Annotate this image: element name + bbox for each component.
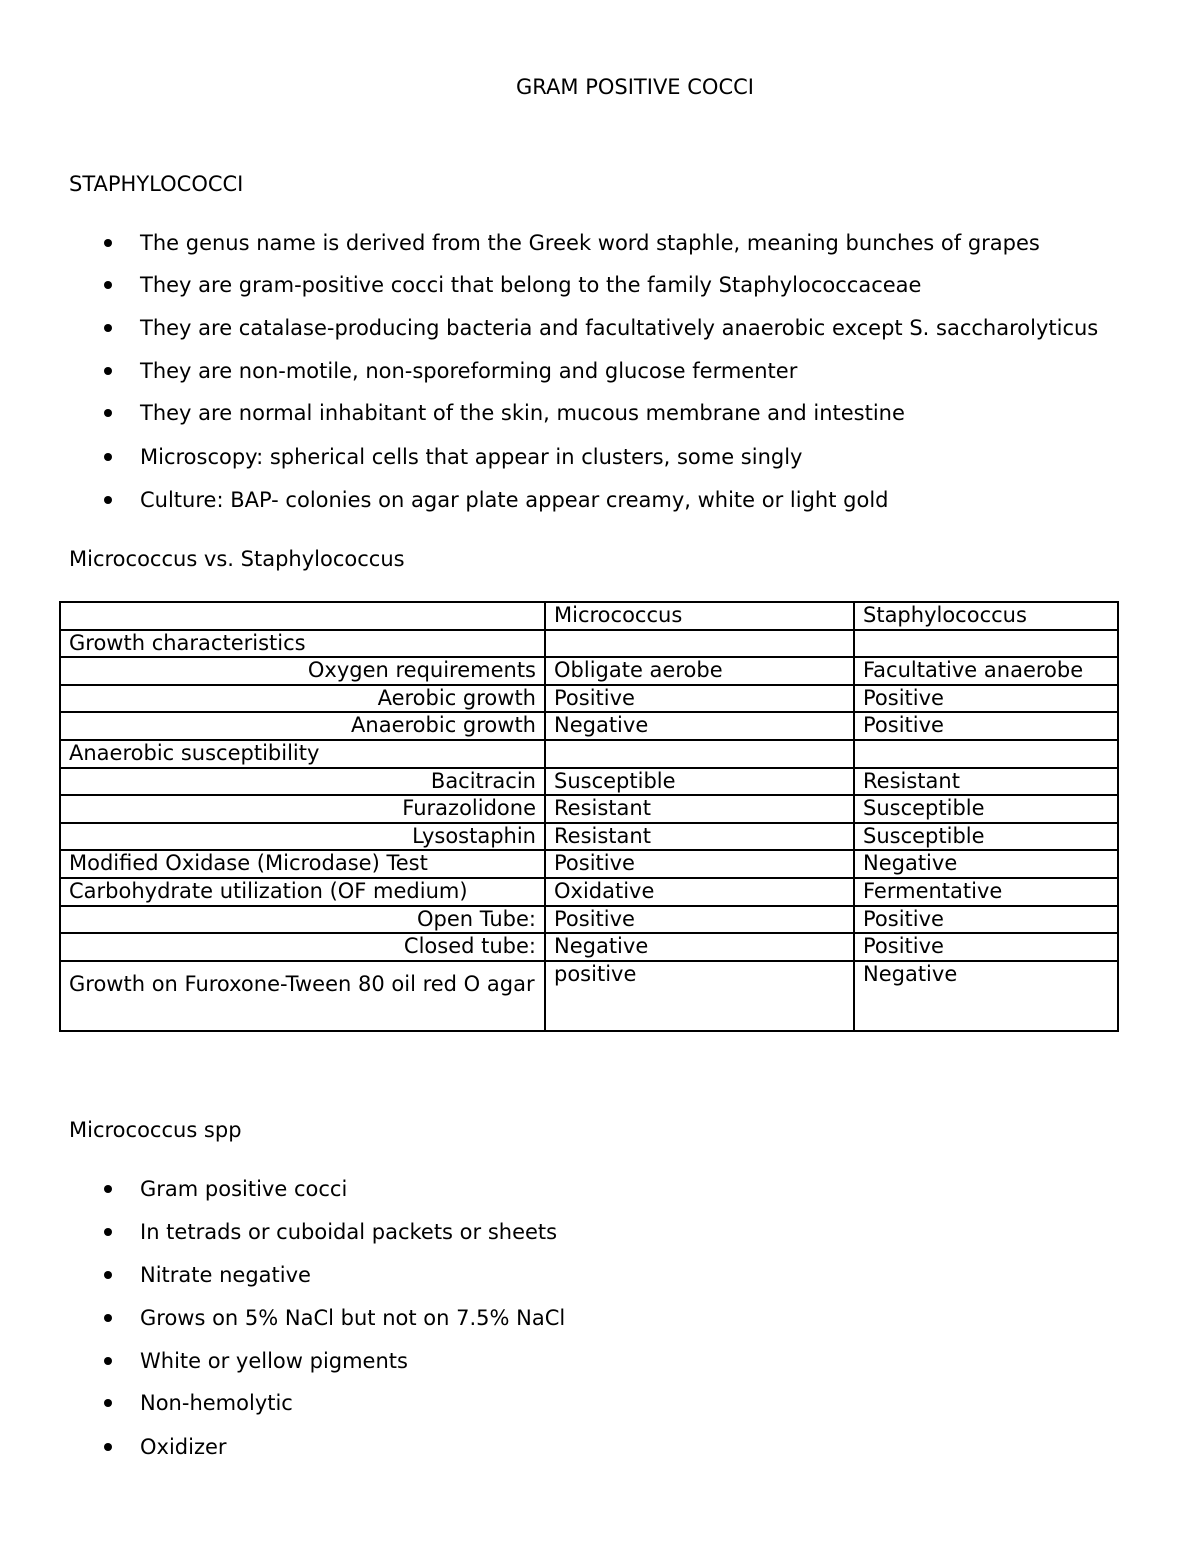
table-row <box>60 823 1118 851</box>
table-cell: Furazolidone <box>60 795 545 823</box>
table-cell: Oxygen requirements <box>60 657 545 685</box>
comparison-table <box>59 601 1119 1032</box>
bullet-icon <box>104 1228 112 1236</box>
table-row <box>60 961 1118 1031</box>
table-cell: Negative <box>854 961 1118 1031</box>
table-cell: Positive <box>854 933 1118 961</box>
table-cell: Resistant <box>854 768 1118 796</box>
table-cell: Oxidative <box>545 878 854 906</box>
bullet-icon <box>104 409 112 417</box>
table-cell: Growth characteristics <box>60 630 545 658</box>
bullet-icon <box>104 453 112 461</box>
table-row <box>60 906 1118 934</box>
table-header-cell: Staphylococcus <box>854 602 1118 630</box>
table-cell: Susceptible <box>854 795 1118 823</box>
table-cell <box>545 740 854 768</box>
table-cell: Anaerobic growth <box>60 712 545 740</box>
bullet-icon <box>104 1185 112 1193</box>
table-row <box>60 657 1118 685</box>
table-cell: Negative <box>854 850 1118 878</box>
bullet-icon <box>104 281 112 289</box>
table-row <box>60 850 1118 878</box>
comparison-heading: Micrococcus vs. Staphylococcus <box>69 547 405 571</box>
table-cell <box>854 740 1118 768</box>
table-cell: Positive <box>854 712 1118 740</box>
table-cell <box>545 630 854 658</box>
table-cell: Negative <box>545 933 854 961</box>
table-row <box>60 630 1118 658</box>
bullet-icon <box>104 239 112 247</box>
bullet-icon <box>104 1399 112 1407</box>
table-row <box>60 795 1118 823</box>
table-cell: Negative <box>545 712 854 740</box>
table-cell: Susceptible <box>545 768 854 796</box>
table-cell: Susceptible <box>854 823 1118 851</box>
table-cell: Resistant <box>545 823 854 851</box>
staphylococci-heading: STAPHYLOCOCCI <box>69 172 244 196</box>
bullet-icon <box>104 496 112 504</box>
bullet-icon <box>104 324 112 332</box>
table-cell: Open Tube: <box>60 906 545 934</box>
table-cell: Positive <box>545 906 854 934</box>
table-cell: Closed tube: <box>60 933 545 961</box>
table-header-row <box>60 602 1118 630</box>
bullet-icon <box>104 1271 112 1279</box>
table-cell: positive <box>545 961 854 1031</box>
table-cell: Positive <box>854 685 1118 713</box>
table-header-cell <box>60 602 545 630</box>
table-cell: Growth on Furoxone-Tween 80 oil red O agar <box>60 961 545 1031</box>
bullet-icon <box>104 1314 112 1322</box>
table-cell: Anaerobic susceptibility <box>60 740 545 768</box>
table-cell: Bacitracin <box>60 768 545 796</box>
table-header-cell: Micrococcus <box>545 602 854 630</box>
page-title: GRAM POSITIVE COCCI <box>516 75 754 99</box>
table-cell: Resistant <box>545 795 854 823</box>
table-cell: Modified Oxidase (Microdase) Test <box>60 850 545 878</box>
micrococcus-heading: Micrococcus spp <box>69 1118 242 1142</box>
table-cell: Carbohydrate utilization (OF medium) <box>60 878 545 906</box>
table-cell: Positive <box>854 906 1118 934</box>
table-row <box>60 685 1118 713</box>
table-cell: Positive <box>545 850 854 878</box>
bullet-icon <box>104 1443 112 1451</box>
table-row <box>60 740 1118 768</box>
bullet-icon <box>104 367 112 375</box>
table-row <box>60 933 1118 961</box>
table-cell: Lysostaphin <box>60 823 545 851</box>
table-cell: Positive <box>545 685 854 713</box>
table-cell: Fermentative <box>854 878 1118 906</box>
table-cell: Aerobic growth <box>60 685 545 713</box>
table-cell <box>854 630 1118 658</box>
table-cell: Obligate aerobe <box>545 657 854 685</box>
bullet-icon <box>104 1357 112 1365</box>
table-row <box>60 768 1118 796</box>
table-row <box>60 878 1118 906</box>
table-cell: Facultative anaerobe <box>854 657 1118 685</box>
table-row <box>60 712 1118 740</box>
